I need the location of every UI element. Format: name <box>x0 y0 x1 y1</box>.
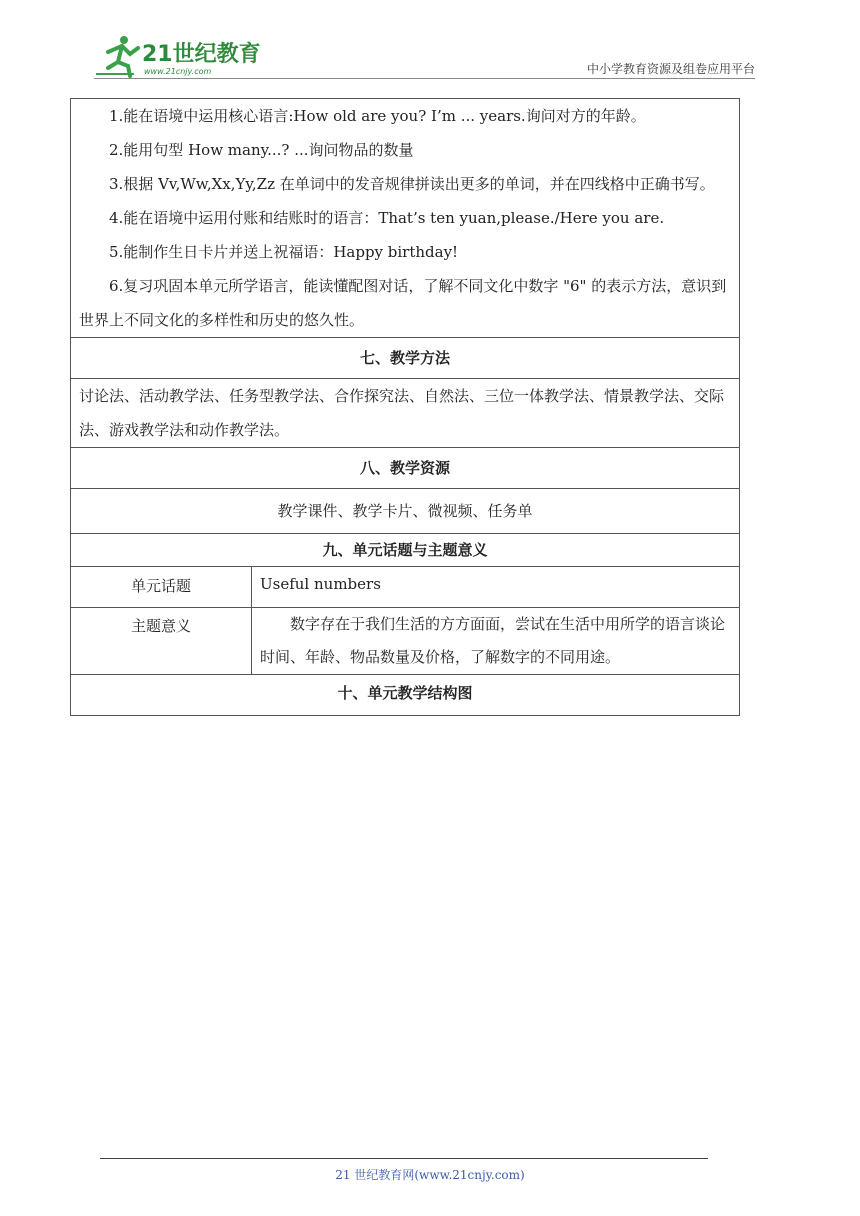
goal-item: 5.能制作生日卡片并送上祝福语：Happy birthday! <box>109 243 459 261</box>
methods-title-row <box>71 338 740 379</box>
goal-item: 2.能用句型 How many...? ...询问物品的数量 <box>109 141 414 159</box>
lesson-plan-table <box>70 98 740 716</box>
resources-text: 教学课件、教学卡片、微视频、任务单 <box>71 489 740 534</box>
site-title: 中小学教育资源及组卷应用平台 <box>586 62 755 76</box>
topic-title: 九、单元话题与主题意义 <box>71 534 740 567</box>
site-logo <box>94 34 264 78</box>
topic-value: Useful numbers <box>252 567 740 608</box>
structure-title-row <box>71 675 740 716</box>
methods-text: 讨论法、活动教学法、任务型教学法、合作探究法、自然法、三位一体教学法、情景教学法、交际法、游戏教学法和动作教学法。 <box>71 379 740 448</box>
topic-row <box>71 567 740 608</box>
runner-icon <box>96 36 138 76</box>
page-header <box>0 0 860 80</box>
methods-title: 七、教学方法 <box>71 338 740 379</box>
resources-title: 八、教学资源 <box>71 448 740 489</box>
resources-title-row <box>71 448 740 489</box>
goals-cell <box>71 99 740 338</box>
header-divider <box>94 78 755 79</box>
meaning-value: 数字存在于我们生活的方方面面，尝试在生活中用所学的语言谈论时间、年龄、物品数量及价格，了解数字的不同用途。 <box>260 615 726 666</box>
footer-divider <box>100 1158 708 1159</box>
goal-item: 1.能在语境中运用核心语言:How old are you? I’m ... years.询问对方的年龄。 <box>109 107 646 125</box>
goals-row <box>71 99 740 338</box>
meaning-cell <box>252 608 740 675</box>
topic-title-row <box>71 534 740 567</box>
resources-row <box>71 489 740 534</box>
logo-url: www.21cnjy.com <box>144 67 212 76</box>
meaning-row <box>71 608 740 675</box>
goal-item: 6.复习巩固本单元所学语言，能读懂配图对话，了解不同文化中数字 "6" 的表示方法，意识到世界上不同文化的多样性和历史的悠久性。 <box>79 277 727 329</box>
topic-label: 单元话题 <box>71 567 252 608</box>
meaning-label: 主题意义 <box>71 608 252 675</box>
goal-item: 4.能在语境中运用付账和结账时的语言：That’s ten yuan,please./Here you are. <box>109 209 665 227</box>
footer-text: 21 世纪教育网(www.21cnjy.com) <box>335 1168 525 1182</box>
goal-item: 3.根据 Vv,Ww,Xx,Yy,Zz 在单词中的发音规律拼读出更多的单词，并在四线格中正确书写。 <box>109 175 715 193</box>
methods-row <box>71 379 740 448</box>
logo-text: 21世纪教育 <box>142 42 261 67</box>
structure-title: 十、单元教学结构图 <box>71 675 740 716</box>
